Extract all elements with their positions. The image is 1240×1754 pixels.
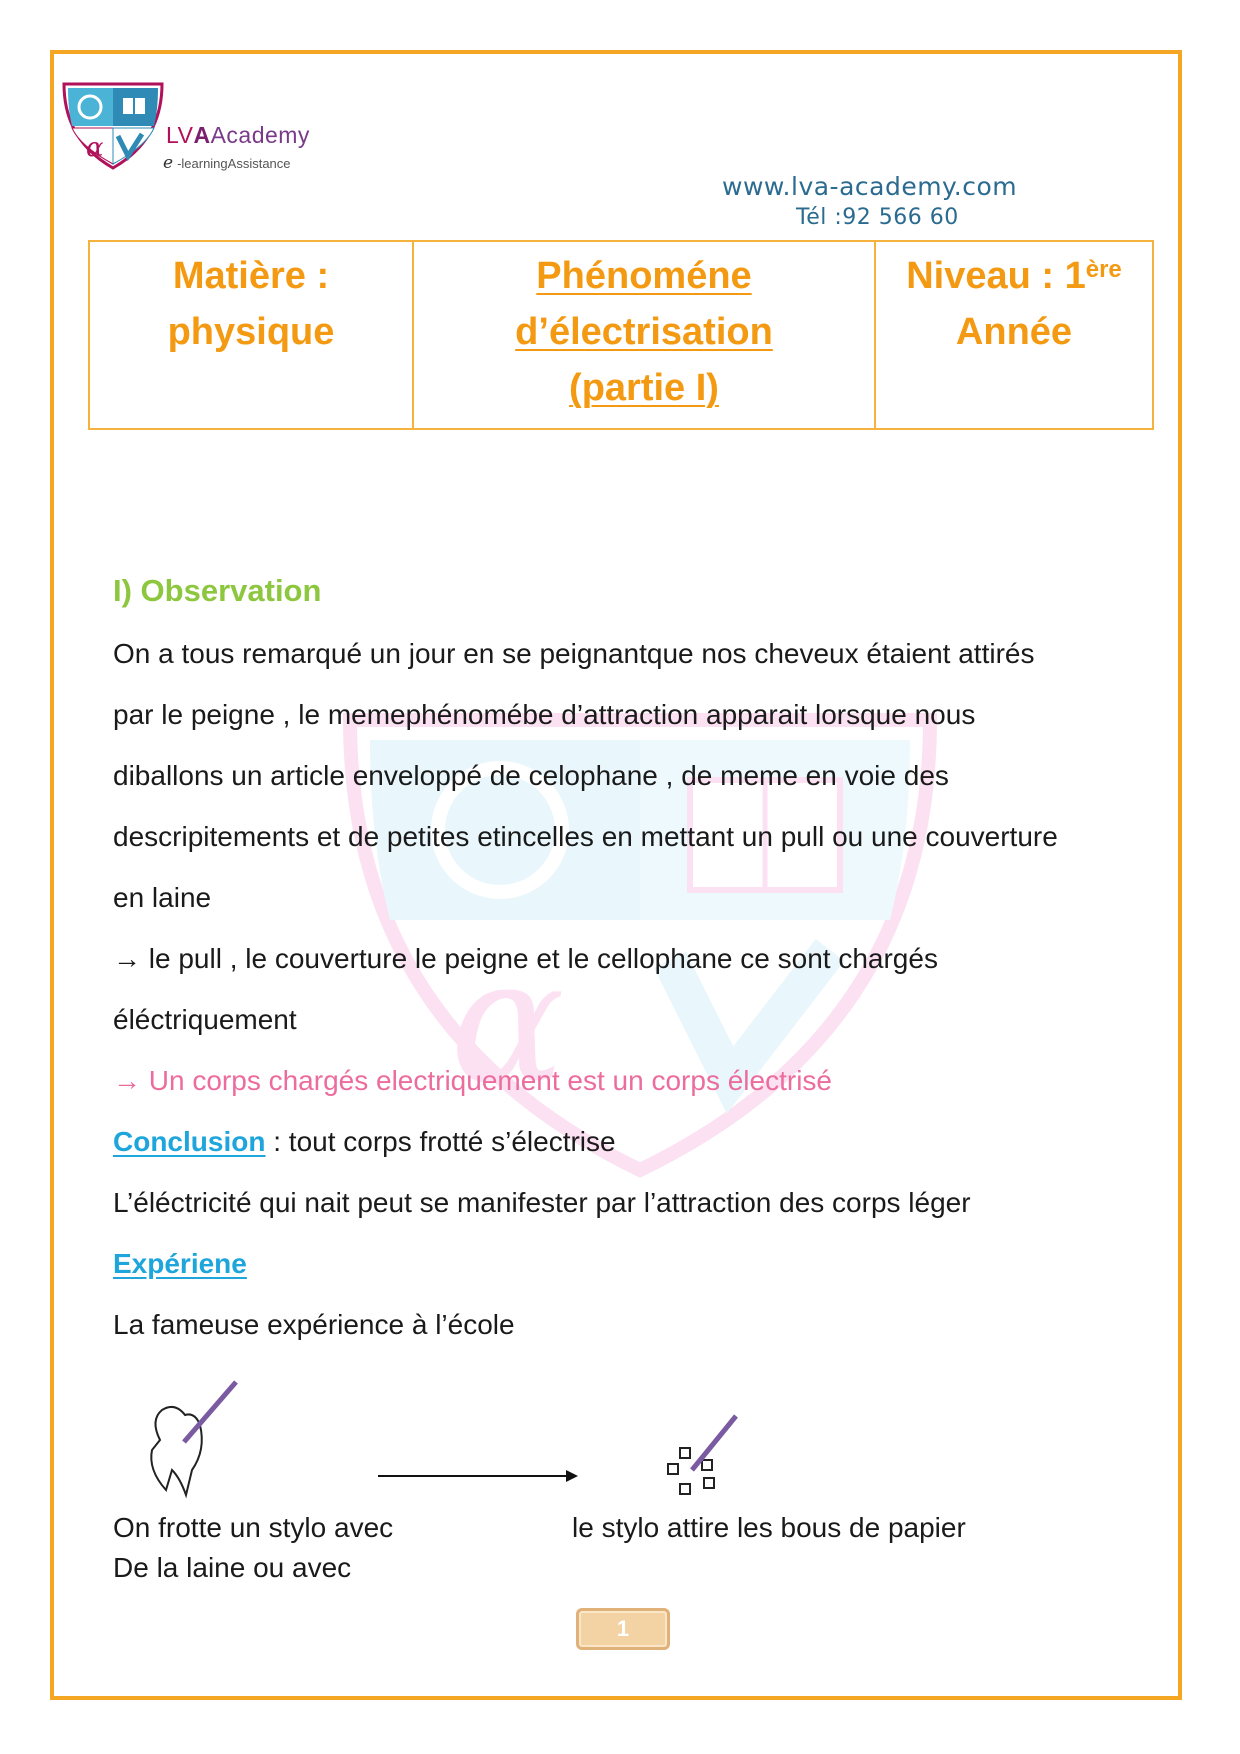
section-title-observation: I) Observation: [113, 573, 322, 608]
brand-tagline: [163, 153, 291, 173]
niveau-annee: Année: [955, 311, 1073, 353]
arrow-statement-1: → le pull , le couverture le peigne et le cellophane ce sont chargés: [113, 943, 938, 974]
svg-text:α: α: [86, 133, 104, 163]
title-cell: [413, 241, 875, 429]
main-content: [113, 560, 1173, 1355]
conclusion-label: Conclusion: [113, 1126, 266, 1157]
arrow-statement-2: → Un corps chargés electriquement est un corps électrisé: [113, 1065, 832, 1096]
experience-label: Expériene: [113, 1248, 247, 1279]
stylo-left-icon: [184, 1382, 236, 1442]
arrow-statement-1-cont: éléctriquement: [113, 1004, 297, 1035]
paragraph-line: en laine: [113, 882, 212, 913]
niveau-sup: ère: [1085, 256, 1122, 283]
brand-name: [166, 122, 310, 149]
hair-icon: [151, 1407, 202, 1495]
arrow-right-icon: [378, 1470, 578, 1482]
title-line-2: d’électrisation: [515, 311, 773, 353]
brand-va: A: [193, 122, 211, 148]
svg-text:α: α: [450, 923, 565, 1121]
matiere-cell: [89, 241, 413, 429]
title-line-3: (partie I): [569, 367, 719, 409]
paragraph-line: descripitements et de petites etincelles en mettant un pull ou une couverture: [113, 821, 1058, 852]
phone-number: Tél :92 566 60: [796, 205, 959, 230]
caption-right: le stylo attire les bous de papier: [572, 1512, 966, 1543]
brand-academy: Academy: [210, 122, 310, 148]
conclusion-line: [113, 1111, 1173, 1172]
niveau-label: Niveau : 1: [906, 255, 1086, 297]
conclusion-text: : tout corps frotté s’électrise: [265, 1126, 616, 1157]
matiere-value: physique: [167, 311, 335, 353]
brand-e: e: [163, 153, 174, 173]
lva-logo-icon: [58, 80, 168, 172]
experience-text: La fameuse expérience à l’école: [113, 1309, 515, 1340]
experiment-diagram: [100, 1380, 1100, 1520]
matiere-label: Matière :: [172, 255, 330, 297]
paragraph-line: On a tous remarqué un jour en se peignantque nos cheveux étaient attirés: [113, 638, 1035, 669]
stylo-right-icon: [692, 1416, 736, 1470]
website-link[interactable]: www.lva-academy.com: [722, 172, 1018, 201]
paragraph-line: diballons un article enveloppé de celophane , de meme en voie des: [113, 760, 949, 791]
page-number: 1: [576, 1608, 670, 1650]
electricity-line: L’éléctricité qui nait peut se manifester par l’attraction des corps léger: [113, 1187, 971, 1218]
header-table: [88, 240, 1154, 430]
brand-tagline-text: -learningAssistance: [177, 156, 291, 171]
caption-left: [113, 1508, 393, 1588]
brand-lv: LV: [166, 122, 194, 148]
niveau-cell: [875, 241, 1153, 429]
paragraph-line: par le peigne , le memephénomébe d’attraction apparait lorsque nous: [113, 699, 976, 730]
caption-left-line-2: De la laine ou avec: [113, 1552, 352, 1583]
title-line-1: Phénoméne: [536, 255, 752, 297]
caption-left-line-1: On frotte un stylo avec: [113, 1512, 394, 1543]
